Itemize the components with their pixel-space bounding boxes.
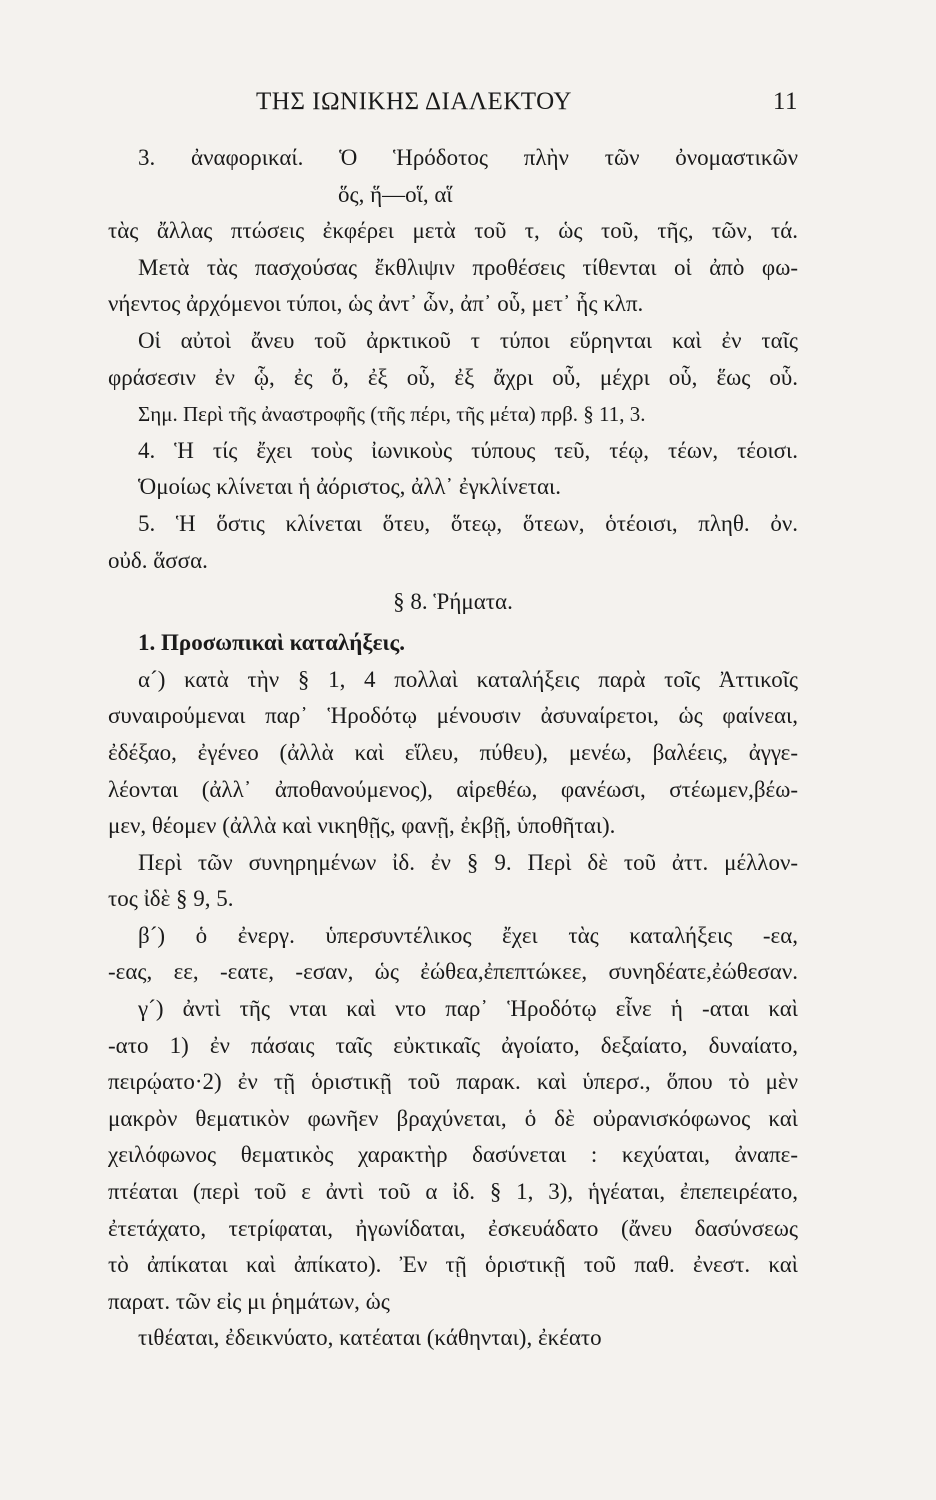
text-line: ὅς, ἥ—οἵ, αἵ — [338, 181, 453, 207]
text-line: πειρῴατο·2) ἐν τῇ ὁριστικῇ τοῦ παρακ. καὶ ὑπερσ., ὅπου τὸ μὲν — [108, 1069, 798, 1095]
text-line: τὰς ἄλλας πτώσεις ἐκφέρει μετὰ τοῦ τ, ὡς τοῦ, τῆς, τῶν, τά. — [108, 218, 798, 244]
body-text — [108, 140, 798, 1357]
running-header — [108, 88, 798, 128]
text-line: 3. ἀναφορικαί. Ὁ Ἡρόδοτος πλὴν τῶν ὀνομαστικῶν — [138, 145, 798, 170]
text-line: γ´) ἀντὶ τῆς νται καὶ ντο παρ᾽ Ἡροδότῳ εἶνε ἡ -αται καὶ — [138, 996, 798, 1022]
text-line: τιθέαται, ἐδεικνύατο, κατέαται (κάθηνται), ἐκέατο — [138, 1325, 602, 1351]
text-line: λέονται (ἀλλ᾽ ἀποθανούμενος), αἱρεθέω, φανέωσι, στέωμεν,βέω- — [108, 776, 798, 802]
text-line: Περὶ τῶν συνηρημένων ἰδ. ἐν § 9. Περὶ δὲ τοῦ ἀττ. μέλλον- — [138, 849, 798, 875]
text-line: 5. Ἡ ὅστις κλίνεται ὅτευ, ὅτεῳ, ὅτεων, ὁτέοισι, πληθ. ὀν. — [138, 510, 798, 536]
text-line: μακρὸν θεματικὸν φωνῆεν βραχύνεται, ὁ δὲ οὐρανισκόφωνος καὶ — [108, 1105, 798, 1131]
text-line: -ατο 1) ἐν πάσαις ταῖς εὐκτικαῖς ἀγοίατο, δεξαίατο, δυναίατο, — [108, 1032, 798, 1058]
text-line: -εας, εε, -εατε, -εσαν, ὡς ἐώθεα,ἐπεπτώκεε, συνηδέατε,ἐώθεσαν. — [108, 959, 798, 985]
text-line: Ὁμοίως κλίνεται ἡ ἀόριστος, ἀλλ᾽ ἐγκλίνεται. — [138, 474, 561, 500]
text-line: τὸ ἀπίκαται καὶ ἀπίκατο). Ἐν τῇ ὁριστικῇ τοῦ παθ. ἐνεστ. καὶ — [108, 1252, 798, 1278]
text-line: τος ἰδὲ § 9, 5. — [108, 886, 234, 912]
text-line: φράσεσιν ἐν ᾧ, ἐς ὅ, ἐξ οὗ, ἐξ ἄχρι οὗ, μέχρι οὗ, ἕως οὗ. — [108, 364, 798, 390]
text-line: οὐδ. ἅσσα. — [108, 547, 208, 573]
text-line: ἐτετάχατο, τετρίφαται, ἠγωνίδαται, ἐσκευάδατο (ἄνευ δασύνσεως — [108, 1215, 798, 1241]
text-line: α´) κατὰ τὴν § 1, 4 πολλαὶ καταλήξεις παρὰ τοῖς Ἀττικοῖς — [138, 666, 798, 692]
note-line: Σημ. Περὶ τῆς ἀναστροφῆς (τῆς πέρι, τῆς μέτα) πρβ. § 11, 3. — [138, 402, 646, 427]
text-line: χειλόφωνος θεματικὸς χαρακτὴρ δασύνεται : κεχύαται, ἀναπε- — [108, 1142, 798, 1168]
text-line: πτέαται (περὶ τοῦ ε ἀντὶ τοῦ α ἰδ. § 1, 3), ἡγέαται, ἐπεπειρέατο, — [108, 1179, 798, 1205]
text-line: Μετὰ τὰς πασχούσας ἔκθλιψιν προθέσεις τίθενται οἱ ἀπὸ φω- — [138, 254, 798, 280]
text-line: 4. Ἡ τίς ἔχει τοὺς ἰωνικοὺς τύπους τεῦ, τέῳ, τέων, τέοισι. — [138, 437, 798, 463]
text-line: β´) ὁ ἐνεργ. ὑπερσυντέλικος ἔχει τὰς καταλήξεις -εα, — [138, 922, 798, 948]
text-line: συναιρούμεναι παρ᾽ Ἡροδότῳ μένουσιν ἀσυναίρετοι, ὡς φαίνεαι, — [108, 703, 798, 729]
text-line: παρατ. τῶν εἰς μι ῥημάτων, ὡς — [108, 1288, 390, 1314]
section-heading: § 8. Ῥήματα. — [393, 589, 513, 615]
text-line: νήεντος ἀρχόμενοι τύποι, ὡς ἀντ᾽ ὧν, ἀπ᾽ οὗ, μετ᾽ ἧς κλπ. — [108, 291, 644, 317]
subsection-heading: 1. Προσωπικαὶ καταλήξεις. — [138, 630, 405, 656]
text-line: μεν, θέομεν (ἀλλὰ καὶ νικηθῇς, φανῇ, ἐκβῇ, ὑποθῆται). — [108, 813, 616, 839]
text-line: ἐδέξαο, ἐγένεο (ἀλλὰ καὶ εἵλευ, πύθευ), μενέω, βαλέεις, ἀγγε- — [108, 739, 798, 765]
header-title: ΤΗΣ ΙΩΝΙΚΗΣ ΔΙΑΛΕΚΤΟΥ — [256, 88, 572, 115]
text-line: Οἱ αὐτοὶ ἄνευ τοῦ ἀρκτικοῦ τ τύποι εὕρηνται καὶ ἐν ταῖς — [138, 327, 798, 353]
page-number: 11 — [772, 88, 798, 115]
